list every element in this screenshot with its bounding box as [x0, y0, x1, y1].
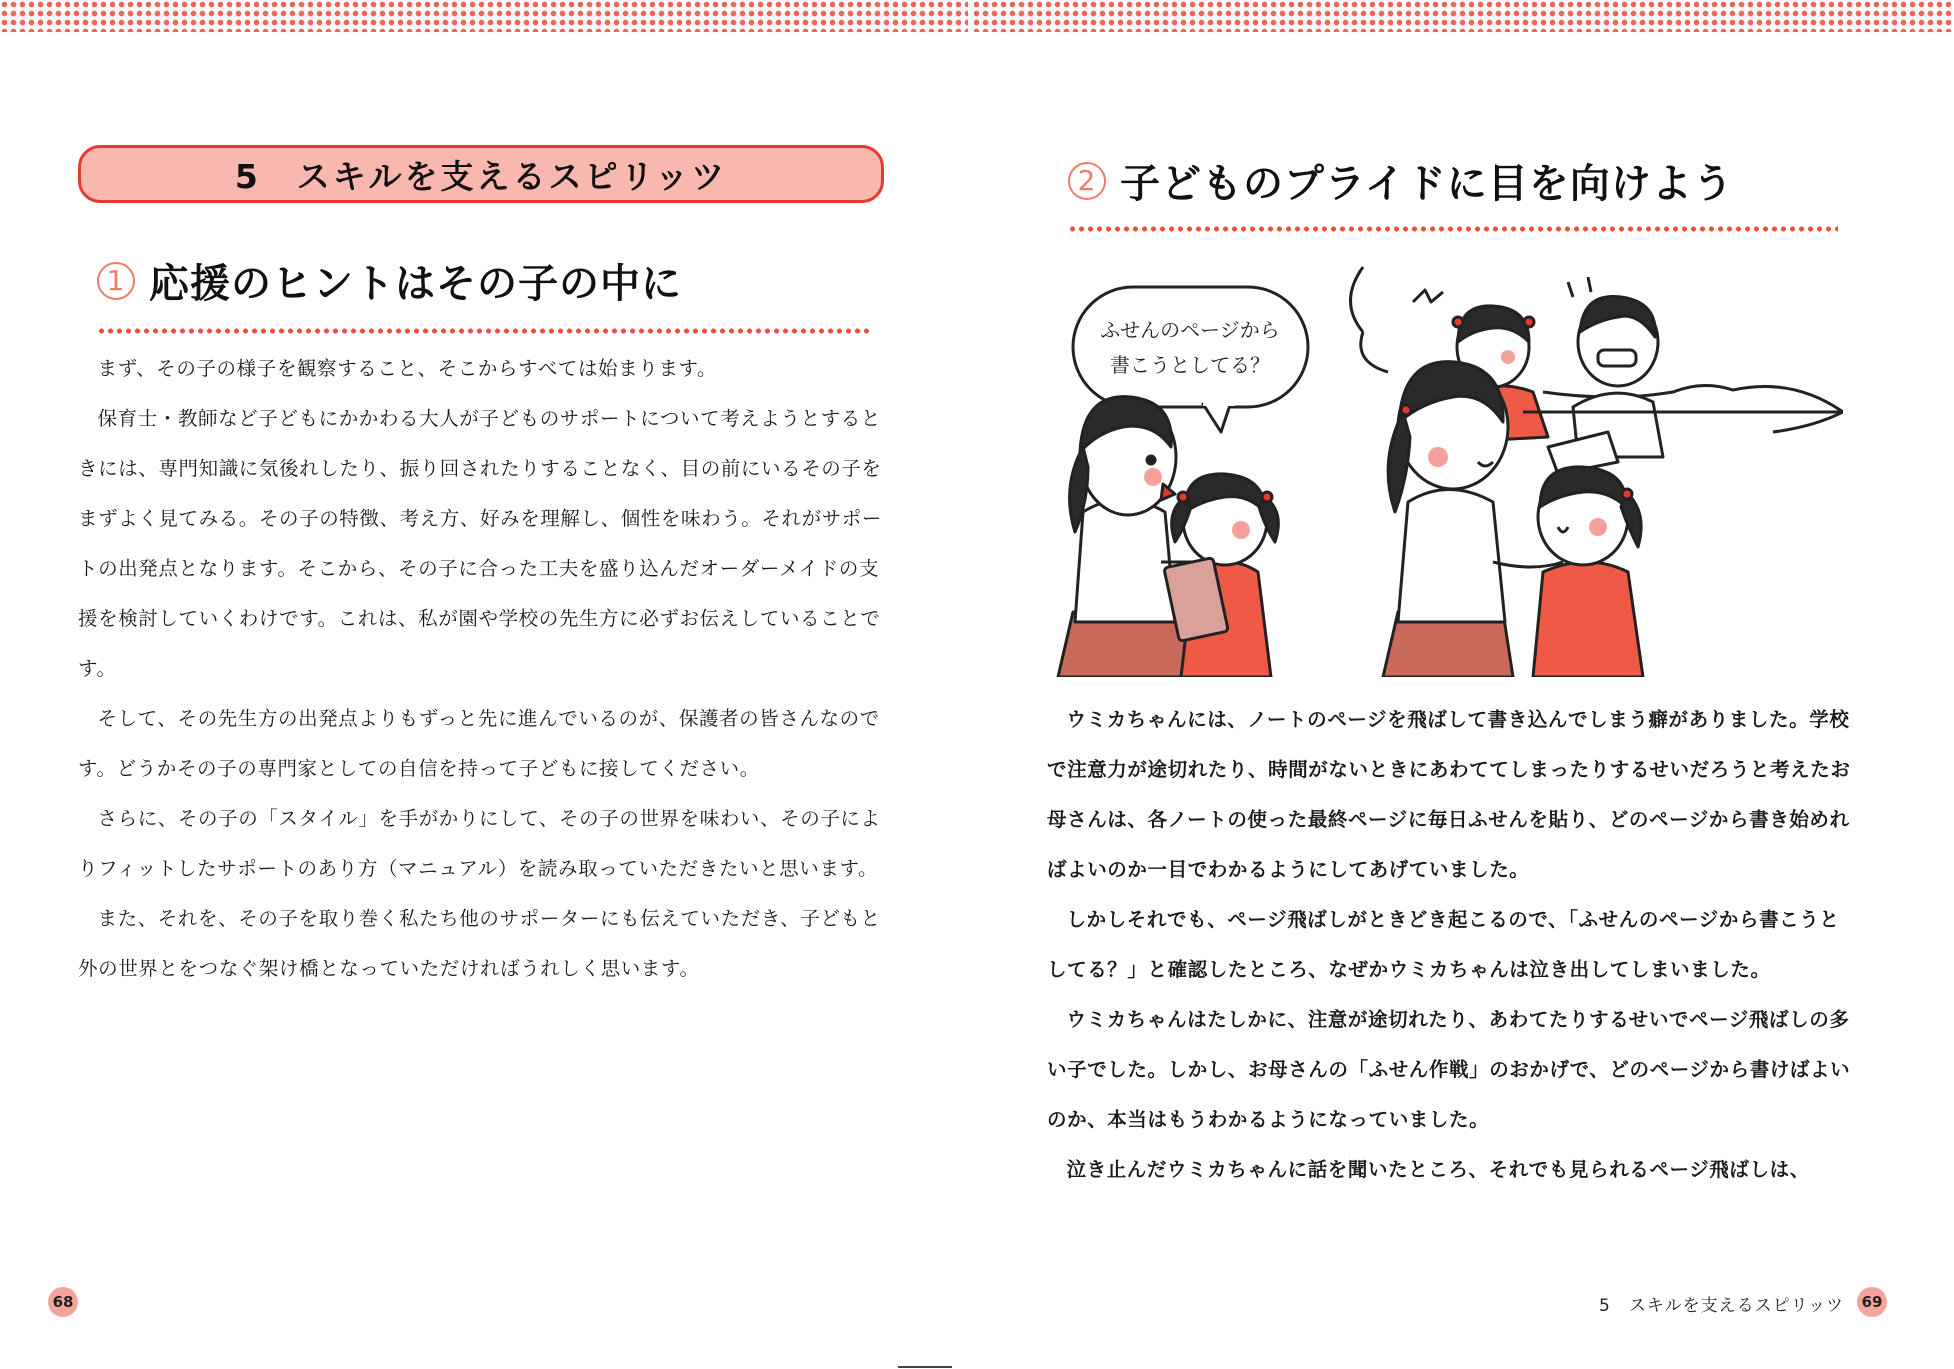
right-page [977, 0, 1954, 1369]
running-head: 5 スキルを支えるスピリッツ [1599, 1296, 1844, 1316]
section-underline [1068, 226, 1838, 232]
paragraph: しかしそれでも、ページ飛ばしがときどき起こるので、「ふせんのページから書こうとしてる？」と確認したところ、なぜかウミカちゃんは泣き出してしまいました。 [1047, 908, 1840, 981]
child-figure-right [1533, 467, 1643, 677]
paragraph: また、それを、その子を取り巻く私たち他のサポーターにも伝えていただき、子どもと外の世界とをつなぐ架け橋となっていただければうれしく思います。 [78, 907, 881, 980]
chapter-banner: 5 スキルを支えるスピリッツ [78, 145, 884, 203]
paragraph: 泣き止んだウミカちゃんに話を聞いたところ、それでも見られるページ飛ばしは、 [1066, 1158, 1810, 1181]
section-underline [97, 328, 869, 334]
paragraph: 保育士・教師など子どもにかかわる大人が子どものサポートについて考えようとするときには、専門知識に気後れしたり、振り回されたりすることなく、目の前にいるその子をまずよく見てみる。その子の特徴、考え方、好みを理解し、個性を味わう。それがサポートの出発点となります。そこから、その子に合った工夫を盛り込んだオーダーメイドの支援を検討していくわけです。これは、私が園や学校の先生方に必ずお伝えしていることです。 [78, 407, 883, 680]
paragraph: さらに、その子の「スタイル」を手がかりにして、その子の世界を味わい、その子によりフィットしたサポートのあり方（マニュアル）を読み取っていただきたいと思います。 [78, 807, 881, 880]
bubble-line-2: 書こうとしてる？ [1110, 353, 1270, 377]
left-body-text [78, 344, 890, 994]
section-heading-2 [1068, 152, 1734, 209]
section-number-badge: 1 [97, 262, 135, 300]
paragraph: まず、その子の様子を観察すること、そこからすべては始まります。 [97, 357, 718, 380]
section-title: 応援のヒントはその子の中に [149, 261, 682, 307]
page-number: 68 [48, 1287, 78, 1317]
section-heading-1 [97, 252, 682, 309]
section-title: 子どものプライドに目を向けよう [1120, 161, 1734, 207]
paragraph: ウミカちゃんには、ノートのページを飛ばして書き込んでしまう癖がありました。学校で注意力が途切れたり、時間がないときにあわててしまったりするせいだろうと考えたお母さんは、各ノートの使った最終ページに毎日ふせんを貼り、どのページから書き始めればよいのか一目でわかるようにしてあげていました。 [1047, 708, 1851, 881]
laughing-boy [1523, 277, 1843, 474]
right-body-text [1047, 695, 1859, 1195]
paragraph: ウミカちゃんはたしかに、注意が途切れたり、あわてたりするせいでページ飛ばしの多い子でした。しかし、お母さんの「ふせん作戦」のおかげで、どのページから書けばよいのか、本当はもうわかるようになっていました。 [1047, 1008, 1851, 1131]
page-number: 69 [1857, 1287, 1887, 1317]
left-page [0, 0, 968, 1369]
gutter-mark [898, 1366, 952, 1368]
illustration [1053, 262, 1843, 677]
section-number-badge: 2 [1068, 162, 1106, 200]
spread-gutter [968, 0, 974, 32]
paragraph: そして、その先生方の出発点よりもずっと先に進んでいるのが、保護者の皆さんなのです。どうかその子の専門家としての自信を持って子どもに接してください。 [78, 707, 880, 780]
bubble-line-1: ふせんのページから [1100, 318, 1280, 342]
